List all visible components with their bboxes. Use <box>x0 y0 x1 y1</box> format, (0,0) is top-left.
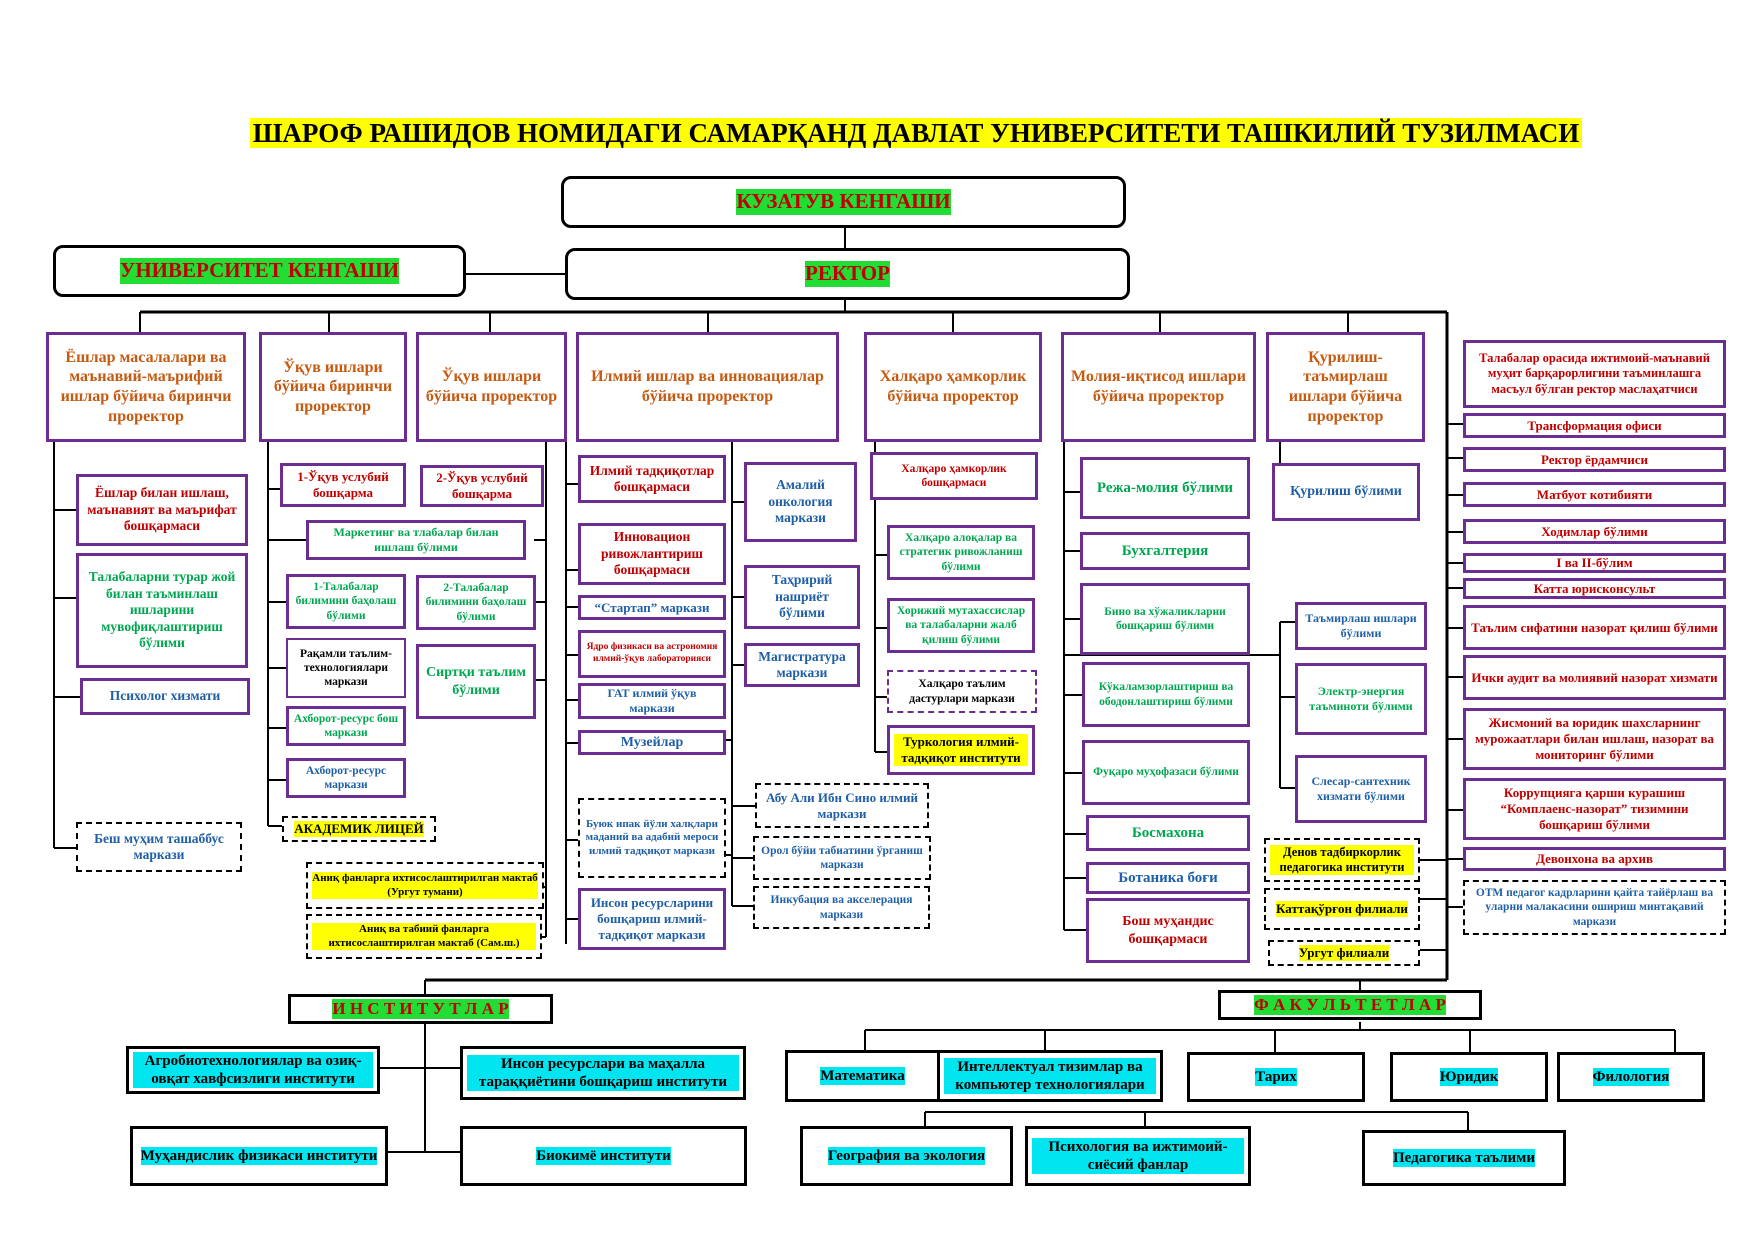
housing-dept: Талабаларни турар жой билан таъминлаш ишларини мувофиқлаштириш бўлими <box>76 553 248 668</box>
gat-center: ГАТ илмий ўқув маркази <box>578 683 726 719</box>
plumbing-service-dept: Слесар-сантехник хизмати бўлими <box>1295 755 1427 823</box>
innovation-dept: Инновацион ривожлантириш бошқармаси <box>578 523 726 585</box>
printing-house: Босмахона <box>1086 815 1250 851</box>
appeals-dept: Жисмоний ва юридик шахсларнинг мурожаатлари билан ишлаш, назорат ва мониторинг бўлими <box>1463 708 1726 770</box>
institute-human-resources: Инсон ресурслари ва маҳалла тараққиётини бошқариш институти <box>460 1046 746 1100</box>
museums: Музейлар <box>578 730 726 755</box>
masters-center: Магистратура маркази <box>744 643 860 687</box>
senior-legal-counsel: Катта юрисконсульт <box>1463 578 1726 599</box>
silk-road-center: Буюк ипак йўли халқлари маданий ва адабий мероси илмий тадқиқот маркази <box>578 798 726 878</box>
hr-research-center: Инсон ресурсларини бошқариш илмий-тадқиқот маркази <box>578 888 726 950</box>
chief-engineer-dept: Бош муҳандис бошқармаси <box>1086 898 1250 963</box>
prorector-finance: Молия-иқтисод ишлари бўйича проректор <box>1061 332 1256 442</box>
faculty-geography: География ва экология <box>800 1126 1013 1186</box>
startup-center: “Стартап” маркази <box>578 595 726 620</box>
budget-dept: Режа-молия бўлими <box>1080 457 1250 519</box>
accounting: Бухгалтерия <box>1080 532 1250 570</box>
faculty-psychology: Психология ва ижтимоий-сиёсий фанлар <box>1025 1126 1251 1186</box>
academic-dept-1: 1-Ўқув услубий бошқарма <box>280 463 406 507</box>
landscaping-dept: Кўкаламзорлаштириш ва ободонлаштириш бўлими <box>1082 662 1250 727</box>
foreign-specialists-dept: Хорижий мутахассислар ва талабаларни жалб қилиш бўлими <box>887 598 1035 653</box>
page-title: ШАРОФ РАШИДОВ НОМИДАГИ САМАРҚАНД ДАВЛАТ УНИВЕРСИТЕТИ ТАШКИЛИЙ ТУЗИЛМАСИ <box>186 118 1646 149</box>
editorial-dept: Таҳририй нашриёт бўлими <box>744 565 860 629</box>
rector: РЕКТОР <box>565 248 1130 300</box>
first-second-dept: I ва II-бўлим <box>1463 553 1726 573</box>
denov-institute: Денов тадбиркорлик педагогика институти <box>1264 838 1420 882</box>
academic-dept-2: 2-Ўқув услубий бошқарма <box>420 465 544 507</box>
digital-education-center: Рақамли таълим-технологиялари маркази <box>286 638 406 698</box>
school-samarkand: Аниқ ва табиий фанларга ихтисослаштирилган мактаб (Сам.ш.) <box>306 914 542 959</box>
faculty-philology: Филология <box>1557 1052 1705 1102</box>
research-dept: Илмий тадқиқотлар бошқармаси <box>578 455 726 503</box>
distance-education-dept: Сиртқи таълим бўлими <box>416 644 536 719</box>
prorector-international: Халқаро ҳамкорлик бўйича проректор <box>864 332 1042 442</box>
youth-dept: Ёшлар билан ишлаш, маънавият ва маърифат бошқармаси <box>76 474 248 546</box>
civil-defense-dept: Фуқаро муҳофазаси бўлими <box>1082 740 1250 805</box>
kattakurgan-branch: Каттақўрғон филиали <box>1264 888 1420 930</box>
prorector-academic-first: Ўқув ишлари бўйича биринчи проректор <box>259 332 407 442</box>
info-resource-main: Ахборот-ресурс бош маркази <box>286 706 406 746</box>
prorector-construction: Қурилиш-таъмирлаш ишлари бўйича проректор <box>1266 332 1425 442</box>
academic-lyceum: АКАДЕМИК ЛИЦЕЙ <box>282 816 436 842</box>
prorector-youth: Ёшлар масалалари ва маънавий-маърифий ишлар бўйича биринчи проректор <box>46 332 246 442</box>
strategic-relations-dept: Халқаро алоқалар ва стратегик ривожланиш бўлими <box>887 525 1035 580</box>
faculties-header: Ф А К У Л Ь Т Е Т Л А Р <box>1218 990 1482 1020</box>
rector-assistant: Ректор ёрдамчиси <box>1463 447 1726 472</box>
anti-corruption-dept: Коррупцияга қарши курашиш “Комплаенс-назорат” тизимини бошқариш бўлими <box>1463 778 1726 840</box>
construction-dept: Қурилиш бўлими <box>1272 463 1420 521</box>
hr-dept: Ходимлар бўлими <box>1463 519 1726 544</box>
oncology-center: Амалий онкология маркази <box>744 462 857 542</box>
knowledge-assessment-1: 1-Талабалар билимини баҳолаш бўлими <box>286 574 406 629</box>
psychologist-service: Психолог хизмати <box>80 678 250 715</box>
botanical-garden: Ботаника боғи <box>1086 862 1250 894</box>
turkology-institute: Туркология илмий-тадқиқот институти <box>887 725 1035 775</box>
five-initiatives-center: Беш муҳим ташаббус маркази <box>76 822 242 872</box>
supervisory-board: КУЗАТУВ КЕНГАШИ <box>561 176 1126 228</box>
internal-audit-service: Ички аудит ва молиявий назорат хизмати <box>1463 655 1726 700</box>
transformation-office: Трансформация офиси <box>1463 413 1726 438</box>
international-programs-center: Халқаро таълим дастурлари маркази <box>887 670 1037 713</box>
knowledge-assessment-2: 2-Талабалар билимини баҳолаш бўлими <box>416 575 536 630</box>
power-supply-dept: Электр-энергия таъминоти бўлими <box>1295 663 1427 735</box>
school-urgut: Аниқ фанларга ихтисослаштирилган мактаб (Ургут тумани) <box>306 862 544 909</box>
faculty-history: Тарих <box>1187 1052 1365 1102</box>
office-archive: Девонхона ва архив <box>1463 847 1726 871</box>
institute-biochemistry: Биокимё институти <box>460 1126 747 1186</box>
nuclear-physics-lab: Ядро физикаси ва астрономия илмий-ўқув лабораторияси <box>578 630 726 678</box>
rector-advisor: Талабалар орасида ижтимоий-маънавий муҳит барқарорлигини таъминлашга масъул бўлган ректор маслаҳатчиси <box>1463 340 1726 408</box>
aral-center: Орол бўйи табиатини ўрганиш маркази <box>753 836 931 880</box>
press-service: Матбуот котибияти <box>1463 482 1726 507</box>
repair-dept: Таъмирлаш ишлари бўлими <box>1295 602 1427 650</box>
faculty-pedagogy: Педагогика таълими <box>1362 1130 1566 1186</box>
property-management-dept: Бино ва хўжаликларни бошқариш бўлими <box>1080 583 1250 655</box>
institute-agrobiotech: Агробиотехнологиялар ва озиқ-овқат хавфсизлиги институти <box>126 1046 380 1094</box>
institutes-header: И Н С Т И Т У Т Л А Р <box>288 994 553 1024</box>
university-council: УНИВЕРСИТЕТ КЕНГАШИ <box>53 245 466 297</box>
quality-control-dept: Таълим сифатини назорат қилиш бўлими <box>1463 605 1726 650</box>
faculty-law: Юридик <box>1390 1052 1548 1102</box>
institute-engineering-physics: Муҳандислик физикаси институти <box>130 1126 388 1186</box>
info-resource-center: Ахборот-ресурс маркази <box>286 758 406 798</box>
marketing-dept: Маркетинг ва тлабалар билан ишлаш бўлими <box>306 520 526 560</box>
urgut-branch: Ургут филиали <box>1268 940 1420 966</box>
incubation-center: Инкубация ва акселерация маркази <box>753 886 930 929</box>
international-dept: Халқаро ҳамкорлик бошқармаси <box>870 452 1038 500</box>
ibn-sino-center: Абу Али Ибн Сино илмий маркази <box>755 783 929 828</box>
faculty-mathematics: Математика <box>785 1050 940 1102</box>
faculty-intelligent-systems: Интеллектуал тизимлар ва компьютер технологиялари <box>937 1050 1163 1102</box>
prorector-academic: Ўқув ишлари бўйича проректор <box>416 332 567 442</box>
prorector-science: Илмий ишлар ва инновациялар бўйича проректор <box>576 332 839 442</box>
retraining-center: ОТМ педагог кадрларини қайта тайёрлаш ва уларни малакасини ошириш минтақавий маркази <box>1463 880 1726 935</box>
